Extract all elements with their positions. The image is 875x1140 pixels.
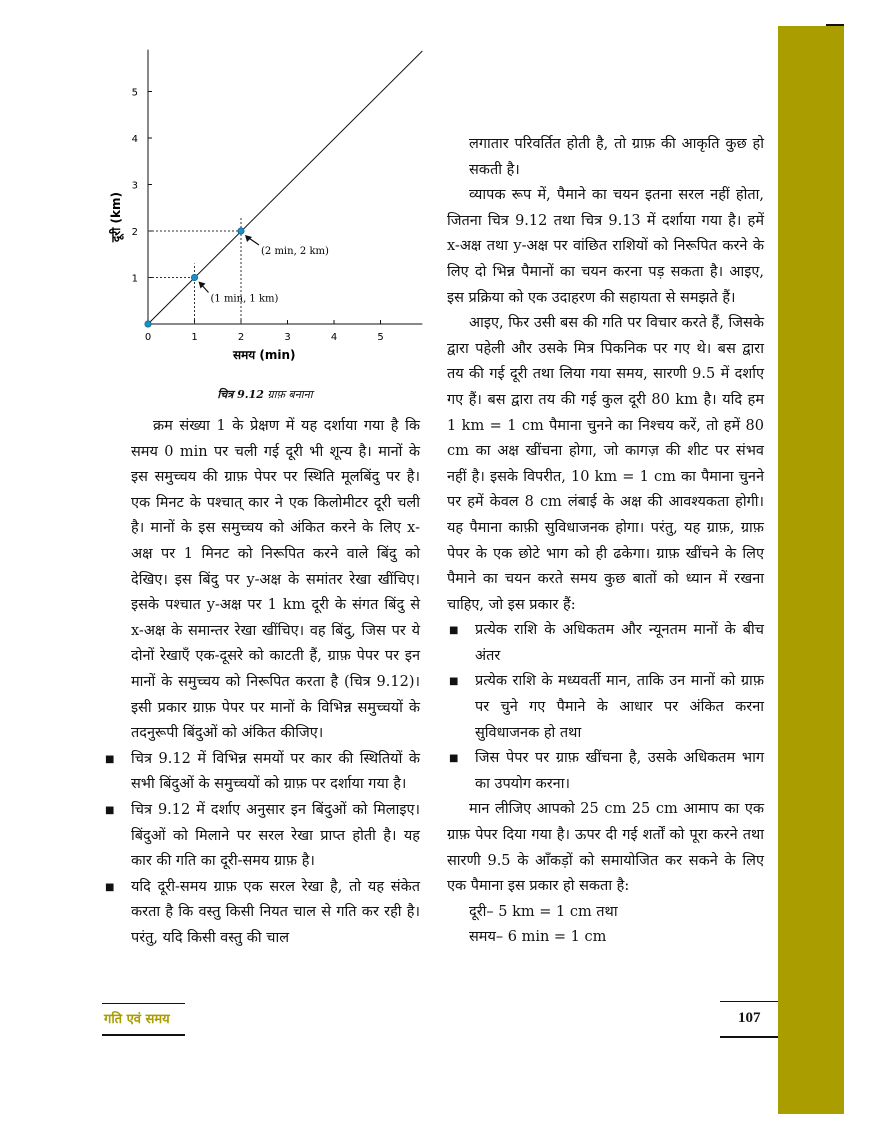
paragraph: मान लीजिए आपको 25 cm 25 cm आमाप का एक ग्राफ़ पेपर दिया गया है। ऊपर दी गई शर्तों को पूरा करने तथा सारणी 9.5 के आँकड़ों को समायोजित कर सकने के लिए एक पैमाना इस प्रकार हो सकता है:	[447, 801, 764, 895]
data-point	[191, 274, 197, 280]
paragraph: व्यापक रूप में, पैमाने का चयन इतना सरल नहीं होता, जितना चित्र 9.12 तथा चित्र 9.13 में दर्शाया गया है। हमें x-अक्ष तथा y-अक्ष पर वांछित राशियों को निरूपित करने के लिए दो भिन्न पैमानों का चयन करना पड़ सकता है। आइए, इस प्रक्रिया को एक उदाहरण की सहायता से समझते हैं।	[447, 187, 764, 306]
y-tick-label: 4	[131, 134, 138, 145]
bullet-icon: ■	[449, 676, 459, 688]
distance-time-graph	[100, 87, 430, 410]
figure-caption-label: चित्र 9.12	[217, 388, 264, 401]
footer-rule	[720, 1001, 778, 1002]
list-item-text: प्रत्येक राशि के मध्यवर्ती मान, ताकि उन मानों को ग्राफ़ पर चुने गए पैमाने के आधार पर अंकित करना सुविधाजनक हो तथा	[475, 673, 764, 741]
list-item-text: चित्र 9.12 में विभिन्न समयों पर कार की स्थितियों के सभी बिंदुओं के समुच्चयों को ग्राफ़ पर दर्शाया गया है।	[131, 750, 420, 793]
list-item-text: प्रत्येक राशि के अधिकतम और न्यूनतम मानों के बीच अंतर	[475, 622, 764, 664]
y-tick-label: 5	[131, 87, 138, 99]
list-item	[105, 747, 420, 798]
page-corner-mark	[826, 24, 844, 26]
x-tick-label: 3	[284, 332, 291, 343]
x-tick-label: 4	[330, 332, 338, 343]
list-item	[105, 798, 420, 875]
list-item-text: चित्र 9.12 में दर्शाए अनुसार इन बिंदुओं को मिलाइए। बिंदुओं को मिलाने पर सरल रेखा प्राप्त होती है। यह कार की गति का दूरी-समय ग्राफ़ है।	[131, 801, 420, 870]
x-tick-label: 5	[377, 332, 384, 343]
annotation-label: (2 min, 2 km)	[261, 246, 329, 257]
scale-time: समय– 6 min = 1 cm	[469, 929, 607, 946]
list-item	[447, 618, 764, 669]
list-item	[105, 875, 420, 952]
figure-caption-text: ग्राफ़ बनाना	[267, 388, 313, 401]
y-tick-label: 1	[131, 273, 138, 285]
list-item	[447, 746, 764, 797]
left-column	[105, 414, 420, 951]
paragraph: क्रम संख्या 1 के प्रेक्षण में यह दर्शाया गया है कि समय 0 min पर चली गई दूरी भी शून्य है। मानों के इस समुच्चय की ग्राफ़ पेपर पर स्थिति मूलबिंदु पर है। एक मिनट के पश्चात् कार ने एक किलोमीटर दूरी चली है। मानों के इस समुच्चय को अंकित करने के लिए x-अक्ष पर 1 मिनट को निरूपित करने वाले बिंदु को देखिए। इस बिंदु पर y-अक्ष के समांतर रेखा खींचिए। इसके पश्चात y-अक्ष पर 1 km दूरी के संगत बिंदु से x-अक्ष के समान्तर रेखा खींचिए। वह बिंदु, जिस पर ये दोनों रेखाएँ एक-दूसरे को काटती हैं, ग्राफ़ पेपर पर इन मानों के समुच्चय को निरूपित करता है (चित्र 9.12)। इसी प्रकार ग्राफ़ पेपर पर मानों के विभिन्न समुच्चयों के तदनुरूपी बिंदुओं को अंकित कीजिए।	[131, 418, 420, 742]
x-tick-label: 0	[144, 332, 152, 343]
side-color-band	[778, 26, 844, 1114]
list-item-text: यदि दूरी-समय ग्राफ़ एक सरल रेखा है, तो यह संकेत करता है कि वस्तु किसी नियत चाल से गति कर रही है। परंतु, यदि किसी वस्तु की चाल	[131, 878, 420, 946]
y-tick-label: 3	[131, 180, 138, 192]
x-tick-label: 1	[191, 332, 198, 343]
list-item	[447, 669, 764, 746]
list-item-text: जिस पेपर पर ग्राफ़ खींचना है, उसके अधिकतम भाग का उपयोग करना।	[475, 750, 764, 792]
bullet-list	[105, 747, 420, 952]
bullet-icon: ■	[105, 881, 115, 893]
y-tick-label: 2	[131, 227, 138, 238]
data-point	[238, 228, 244, 234]
x-axis-label: समय (min)	[232, 348, 296, 362]
figure-caption	[100, 387, 430, 402]
right-column	[447, 132, 764, 951]
x-tick-label: 2	[237, 332, 245, 343]
graph-svg	[100, 87, 430, 390]
scale-distance: दूरी– 5 km = 1 cm तथा	[469, 903, 618, 920]
paragraph: आइए, फिर उसी बस की गति पर विचार करते हैं, जिसके द्वारा पहेली और उसके मित्र पिकनिक पर गए थे। बस द्वारा तय की गई दूरी तथा लिया गया समय, सारणी 9.5 में दर्शाए गए हैं। बस द्वारा तय की गई कुल दूरी 80 km है। यदि हम 1 km = 1 cm पैमाना चुनने का निश्चय करें, तो हमें 80 cm का अक्ष खींचना होगा, जो कागज़ की शीट पर संभव नहीं है। इसके विपरीत, 10 km = 1 cm का पैमाना चुनने पर हमें केवल 8 cm लंबाई के अक्ष की आवश्यकता होगी। यह पैमाना काफ़ी सुविधाजनक होगा। परंतु, यह ग्राफ़, ग्राफ़ पेपर के एक छोटे भाग को ही ढकेगा। ग्राफ़ खींचने के लिए पैमाने का चयन करते समय कुछ बातों को ध्यान में रखना चाहिए, जो इस प्रकार हैं:	[447, 315, 764, 613]
bullet-icon: ■	[105, 753, 115, 765]
bullet-icon: ■	[449, 625, 459, 637]
page-number: 107	[738, 1010, 761, 1026]
annotation-label: (1 min, 1 km)	[210, 293, 279, 305]
series-line	[148, 51, 422, 324]
paragraph-continued: लगातार परिवर्तित होती है, तो ग्राफ़ की आकृति कुछ हो सकती है।	[469, 136, 764, 178]
chapter-title: गति एवं समय	[104, 1012, 170, 1027]
bullet-icon: ■	[105, 804, 115, 816]
footer-rule	[102, 1034, 185, 1036]
data-point	[145, 321, 151, 327]
footer-rule	[720, 1036, 778, 1038]
y-axis-label: दूरी (km)	[109, 192, 123, 243]
bullet-list	[447, 618, 764, 797]
footer-rule	[102, 1003, 185, 1004]
arrow-head	[245, 235, 252, 242]
bullet-icon: ■	[449, 753, 459, 765]
